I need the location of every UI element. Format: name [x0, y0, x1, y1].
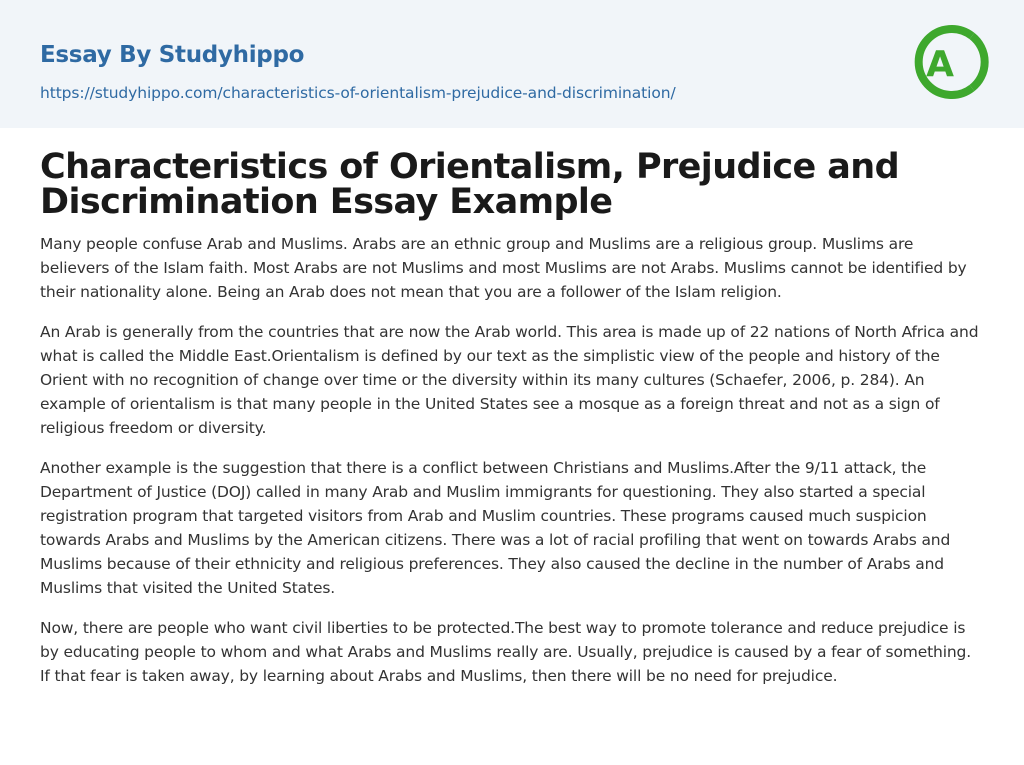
source-url-link[interactable]: https://studyhippo.com/characteristics-of-orientalism-prejudice-and-discrimination/: [40, 84, 676, 102]
logo-icon[interactable]: [908, 16, 992, 108]
paragraph-2: An Arab is generally from the countries that are now the Arab world. This area is made up of 22 nations of North Africa and what is called the Middle East.Orientalism is defined by our text as the simplistic view of the people and history of the Orient with no recognition of change over time or the diversity within its many cultures (Schaefer, 2006, p. 284). An example of orientalism is that many people in the United States see a mosque as a foreign threat and not as a sign of religious freedom or diversity.: [40, 323, 979, 437]
logo-letter: A: [926, 44, 954, 85]
paragraph-3: Another example is the suggestion that there is a conflict between Christians and Muslims.After the 9/11 attack, the Department of Justice (DOJ) called in many Arab and Muslim immigrants for questioning. They also started a special registration program that targeted visitors from Arab and Muslim countries. These programs caused much suspicion towards Arabs and Muslims by the American citizens. There was a lot of racial profiling that went on towards Arabs and Muslims because of their ethnicity and religious preferences. They also caused the decline in the number of Arabs and Muslims that visited the United States.: [40, 459, 951, 597]
paragraph-1: Many people confuse Arab and Muslims. Arabs are an ethnic group and Muslims are a religious group. Muslims are believers of the Islam faith. Most Arabs are not Muslims and most Muslims are not Arabs. Muslims cannot be identified by their nationality alone. Being an Arab does not mean that you are a follower of the Islam religion.: [40, 235, 967, 301]
brand-title[interactable]: Essay By Studyhippo: [40, 42, 305, 68]
paragraph-4: Now, there are people who want civil liberties to be protected.The best way to promote tolerance and reduce prejudice is by educating people to whom and what Arabs and Muslims really are. Usually, prejudice is caused by a fear of something. If that fear is taken away, by learning about Arabs and Muslims, then there will be no need for prejudice.: [40, 619, 972, 685]
site-header: [0, 0, 1024, 128]
page-title: Characteristics of Orientalism, Prejudice and Discrimination Essay Example: [40, 147, 900, 222]
article: [40, 147, 984, 688]
